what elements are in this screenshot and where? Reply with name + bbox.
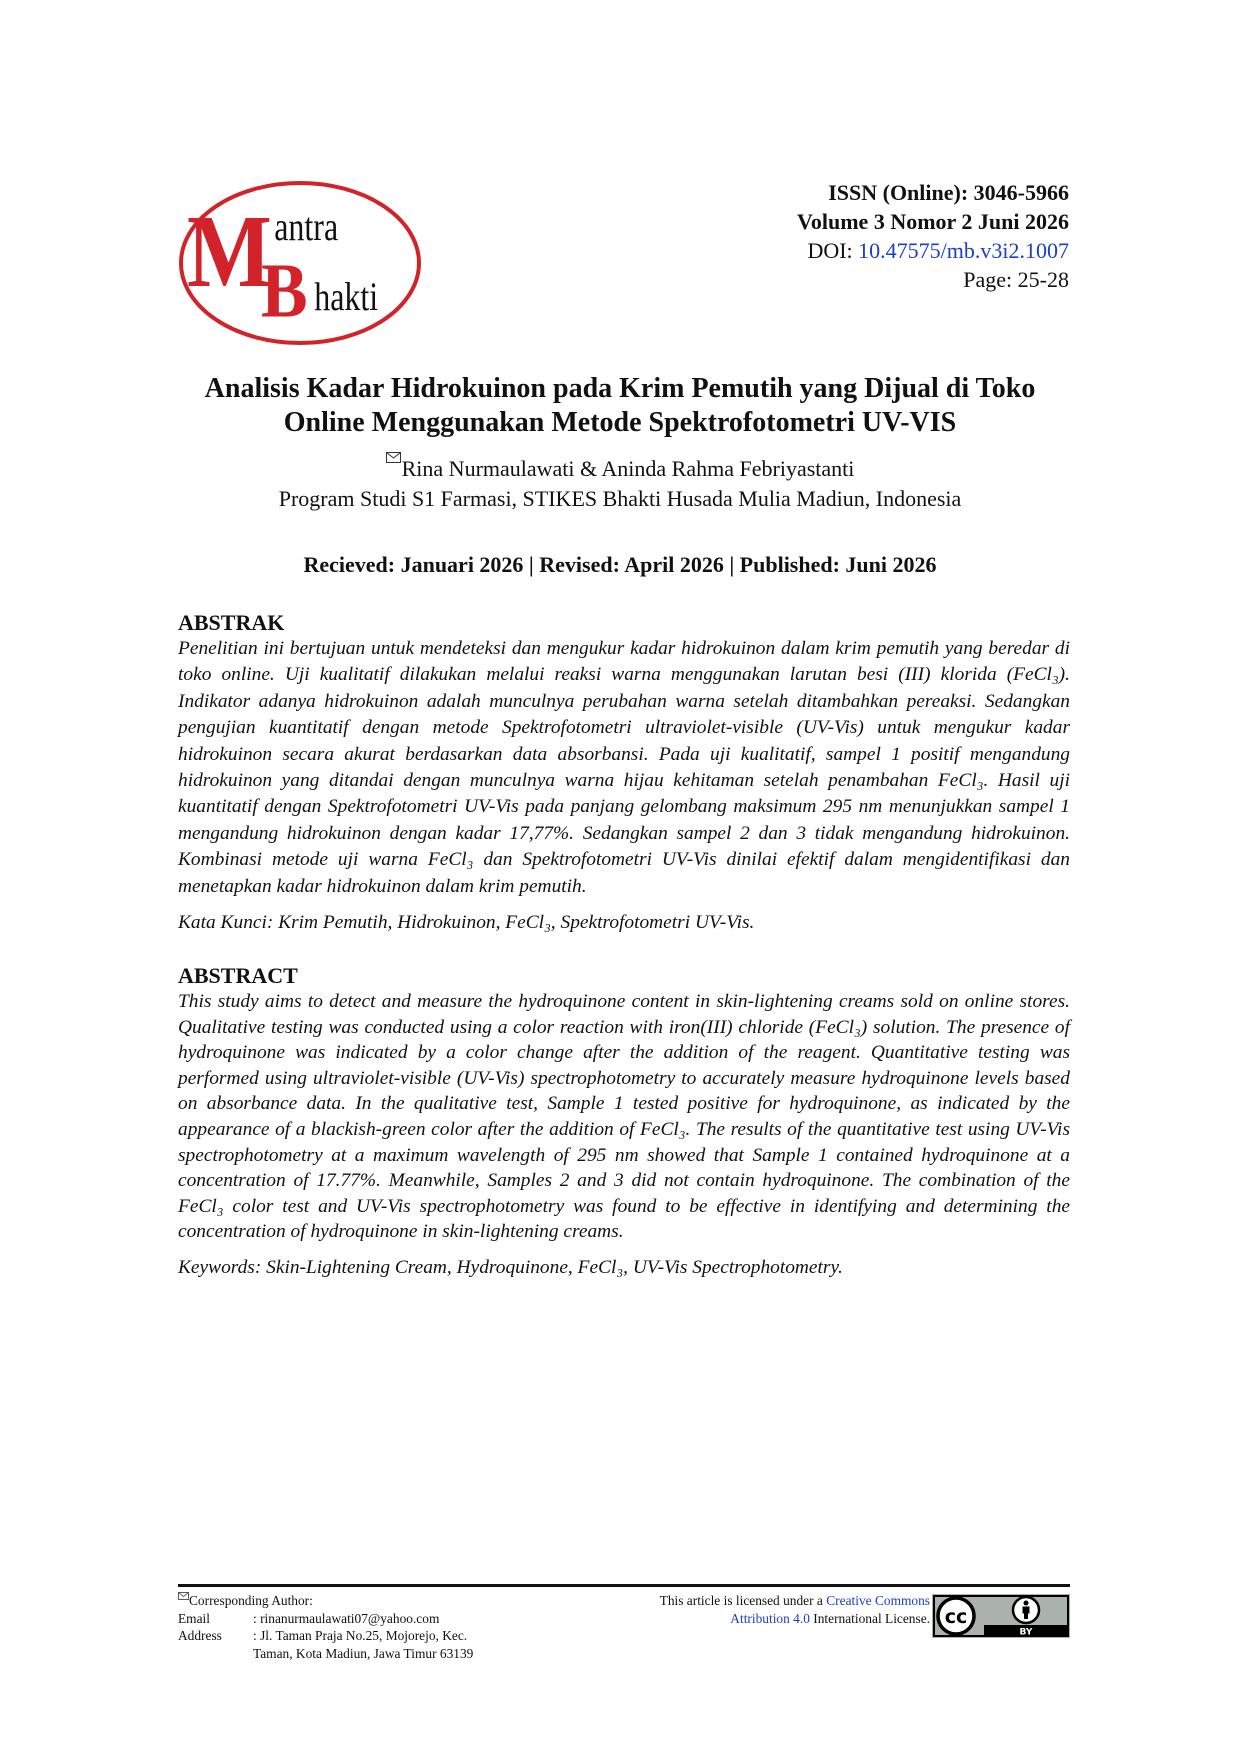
doi bbox=[797, 236, 1069, 265]
email-label: Email bbox=[178, 1610, 210, 1626]
volume-issue: Volume 3 Nomor 2 Juni 2026 bbox=[797, 209, 1069, 234]
abstrak-heading: ABSTRAK bbox=[178, 610, 285, 635]
authors-block bbox=[150, 454, 1090, 514]
license-prefix: This article is licensed under a bbox=[659, 1593, 827, 1608]
corresponding-label: Corresponding Author: bbox=[189, 1593, 313, 1608]
logo-letter-m: M bbox=[187, 194, 272, 309]
abstrak-text: Penelitian ini bertujuan untuk mendeteksi dan mengukur kadar hidrokuinon dalam krim pemutih yang beredar di toko online. Uji kualitatif dilakukan melalui reaksi warna menggunakan larutan besi (III) klorida (FeCl₃). Indikator adanya hidrokuinon adalah munculnya perubahan warna setelah ditambahkan pereaksi. Sedangkan pengujian kuantitatif dengan metode Spektrofotometri ultraviolet-visible (UV-Vis) untuk mengukur kadar hidrokuinon secara akurat berdasarkan data absorbansi. Pada uji kualitatif, sampel 1 positif mengandung hidrokuinon yang ditandai dengan munculnya warna hijau kehitaman setelah penambahan FeCl₃. Hasil uji kuantitatif dengan Spektrofotometri UV-Vis pada panjang gelombang maksimum 295 nm menunjukkan sampel 1 mengandung hidrokuinon dengan kadar 17,77%. Sedangkan sampel 2 dan 3 tidak mengandung hidrokuinon. Kombinasi metode uji warna FeCl₃ dan Spektrofotometri UV-Vis dinilai efektif dalam mengidentifikasi dan menetapkan kadar hidrokuinon dalam krim pemutih. bbox=[178, 638, 1070, 897]
license-text bbox=[600, 1592, 930, 1627]
affiliation: Program Studi S1 Farmasi, STIKES Bhakti Husada Mulia Madiun, Indonesia bbox=[278, 486, 962, 511]
keywords: Keywords: Skin-Lightening Cream, Hydroquinone, FeCl₃, UV-Vis Spectrophotometry. bbox=[178, 1256, 843, 1278]
article-title bbox=[150, 372, 1090, 440]
corresponding-label-row bbox=[178, 1592, 558, 1610]
email-row bbox=[178, 1610, 558, 1628]
abstract-section bbox=[178, 963, 1070, 1281]
author-names: Rina Nurmaulawati & Aninda Rahma Febriyastanti bbox=[401, 456, 855, 481]
issn: ISSN (Online): 3046-5966 bbox=[828, 180, 1069, 205]
envelope-icon bbox=[386, 452, 401, 463]
logo-text-hakti: hakti bbox=[314, 274, 379, 319]
abstrak-section bbox=[178, 610, 1070, 936]
email-value: : rinanurmaulawati07@yahoo.com bbox=[253, 1610, 440, 1626]
cc-by-badge-icon[interactable] bbox=[932, 1594, 1070, 1638]
address-label: Address bbox=[178, 1628, 222, 1643]
logo-letter-b: B bbox=[261, 247, 308, 334]
license-suffix: International License. bbox=[809, 1610, 930, 1626]
logo-text-antra: antra bbox=[274, 204, 339, 249]
journal-logo bbox=[175, 178, 425, 348]
author-line bbox=[150, 454, 1090, 484]
journal-info bbox=[797, 178, 1069, 294]
address-row bbox=[178, 1627, 558, 1662]
footer-divider bbox=[178, 1584, 1070, 1587]
publication-dates: Recieved: Januari 2026 | Revised: April 2026 | Published: Juni 2026 bbox=[303, 552, 937, 577]
kata-kunci: Kata Kunci: Krim Pemutih, Hidrokuinon, FeCl₃, Spektrofotometri UV-Vis. bbox=[178, 912, 755, 934]
doi-link[interactable]: 10.47575/mb.v3i2.1007 bbox=[858, 238, 1069, 263]
envelope-icon bbox=[178, 1592, 189, 1600]
by-text: BY bbox=[1019, 1627, 1033, 1638]
abstract-heading: ABSTRACT bbox=[178, 963, 298, 988]
title-line-2: Online Menggunakan Metode Spektrofotometri UV-VIS bbox=[283, 407, 957, 438]
address-value: : Jl. Taman Praja No.25, Mojorejo, Kec. Taman, Kota Madiun, Jawa Timur 63139 bbox=[253, 1628, 474, 1661]
license-link[interactable]: Creative Commons Attribution 4.0 bbox=[730, 1593, 930, 1626]
corresponding-author-block bbox=[178, 1592, 558, 1662]
cc-text: cc bbox=[944, 1606, 968, 1628]
abstract-text: This study aims to detect and measure the hydroquinone content in skin-lightening creams sold on online stores. Qualitative testing was conducted using a color reaction with iron(III) chloride (FeCl₃) solution. The presence of hydroquinone was indicated by a color change after the addition of the reagent. Quantitative testing was performed using ultraviolet-visible (UV-Vis) spectrophotometry to accurately measure hydroquinone levels based on absorbance data. In the qualitative test, Sample 1 tested positive for hydroquinone, as indicated by the appearance of a blackish-green color after the addition of FeCl₃. The results of the quantitative test using UV-Vis spectrophotometry at a maximum wavelength of 295 nm showed that Sample 1 contained hydroquinone at a concentration of 17.77%. Meanwhile, Samples 2 and 3 did not contain hydroquinone. The combination of the FeCl₃ color test and UV-Vis spectrophotometry was found to be effective in identifying and determining the concentration of hydroquinone in skin-lightening creams. bbox=[178, 991, 1070, 1243]
page-range: Page: 25-28 bbox=[963, 267, 1069, 292]
title-line-1: Analisis Kadar Hidrokuinon pada Krim Pemutih yang Dijual di Toko bbox=[204, 373, 1036, 404]
doi-label: DOI: bbox=[807, 238, 859, 263]
